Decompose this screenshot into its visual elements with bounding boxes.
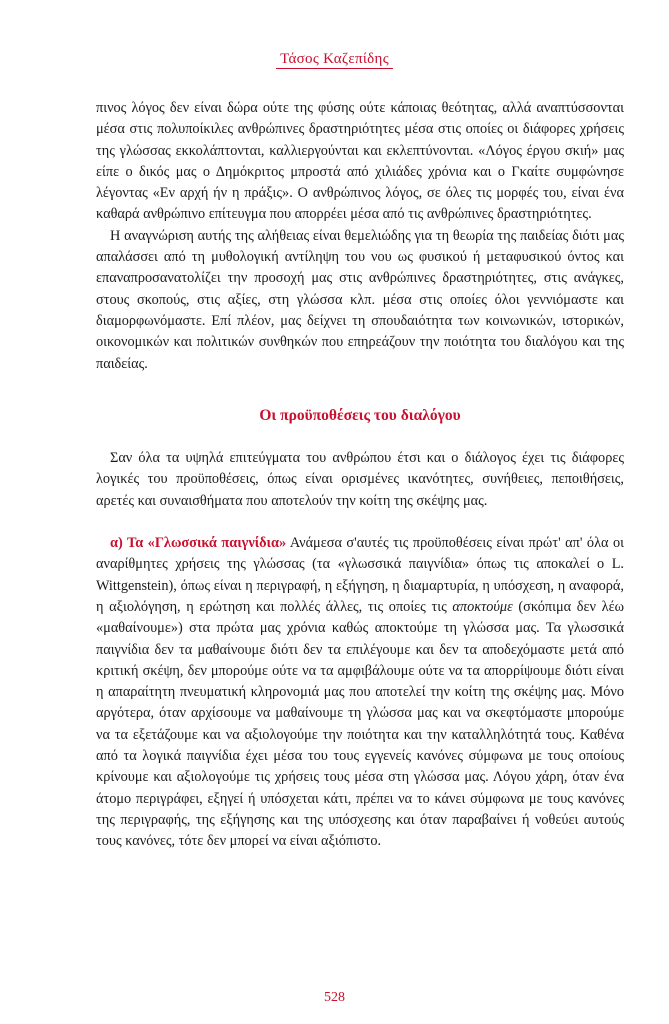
subsection-lead: α) Τα «Γλωσσικά παιγνίδια» xyxy=(110,535,287,552)
paragraph-gap xyxy=(96,512,624,533)
subsection-paragraph xyxy=(96,533,624,852)
page-body xyxy=(96,98,624,853)
subsection-text-part1: Ανάμεσα σ'αυτές τις προϋποθέσεις είναι πρώτ' απ' όλα οι αναρίθμητες χρήσεις της γλώσσας (τα «γλωσσικά παιγνίδια» όπως τις αποκαλεί ο L. Wittgenstein), όπως είναι η περιγραφή, η εξήγηση, η διαμαρτυρία, η υπόσχεση, η αναφορά, η αξιολόγηση, η ερώτηση και πολλές άλλες, τις οποίες τις xyxy=(96,535,624,615)
section-intro-paragraph: Σαν όλα τα υψηλά επιτεύγματα του ανθρώπου έτσι και ο διάλογος έχει τις διάφορες λογικές του προϋποθέσεις, όπως είναι ορισμένες ικανότητες, συνήθειες, πεποιθήσεις, αρετές και συναισθήματα που αποτελούν την κοίτη της σκέψης μας. xyxy=(96,450,624,509)
running-header xyxy=(0,50,669,68)
italic-term: αποκτούμε xyxy=(452,598,513,615)
author-name: Τάσος Καζεπίδης xyxy=(276,51,393,69)
subsection-text-part2: (σκόπιμα δεν λέω «μαθαίνουμε») στα πρώτα μας χρόνια καθώς αποκτούμε τη γλώσσα μας. Τα γλωσσικά παιγνίδια δεν τα μαθαίνουμε διότι δεν τα επιλέγουμε και δεν τα αποδεχόμαστε μετά από κριτική σκέψη, δεν μπορούμε ούτε να τα αμφιβάλουμε ούτε να τα απορρίψουμε διότι είναι η απαραίτητη πνευματική κληρονομιά μας που αποτελεί την κοίτη της σκέψης μας. Μόνο αργότερα, όταν αρχίσουμε να μαθαίνουμε τη γλώσσα μας και να σκεφτόμαστε μπορούμε να τα εξετάζουμε και να αξιολογούμε την ποιότητα και την καταλληλότητά τους. Καθένα από τα λογικά παιγνίδια έχει μέσα του τους εγγενείς κανόνες σύμφωνα με τους οποίους κρίνουμε και αξιολογούμε τις χρήσεις τους μέσα στη γλώσσα μας. Λόγου χάρη, όταν ένα άτομο περιγράφει, εξηγεί ή υπόσχεται κάτι, πρέπει να το κάνει σύμφωνα με τους κανόνες της περιγραφής, της εξήγησης και της υπόσχεσης και όταν παραβαίνει ή νοθεύει αυτούς τους κανόνες, τότε δεν μπορεί να είναι αξιόπιστο. xyxy=(96,598,624,850)
paragraph-continued: πινος λόγος δεν είναι δώρα ούτε της φύσης ούτε κάποιας θεότητας, αλλά αναπτύσσονται μέσα στις πολυποίκιλες ανθρώπινες δραστηριότητες μέσα στις οποίες οι διάφορες χρήσεις της γλώσσας εκκολάπτονται, καλλιεργούνται και εκλεπτύνονται. «Λόγος έργου σκιή» μας είπε ο δικός μας ο Δημόκριτος μπροστά από χιλιάδες χρόνια και ο Γκαίτε συμφώνησε λέγοντας «Εν αρχή ήν η πράξις». Ο ανθρώπινος λόγος, σε όλες τις μορφές του, είναι ένα καθαρά ανθρώπινο επίτευγμα που απορρέει μέσα από τις ανθρώπινες δραστηριότητες. xyxy=(96,100,624,223)
page-number: 528 xyxy=(324,990,345,1005)
paragraph-recognition: Η αναγνώριση αυτής της αλήθειας είναι θεμελιώδης για τη θεωρία της παιδείας διότι μας απαλάσσει από τη μυθολογική αντίληψη του νου ως φυσικού ή μεταφυσικού όντος και επαναπροσανατολίζει την προσοχή μας στις ανθρώπινες δραστηριότητες, στις ανάγκες, στους σκοπούς, στις αξίες, στη γλώσσα κλπ. μέσα στις οποίες όλοι γεννιόμαστε και διαμορφωνόμαστε. Επί πλέον, μας δείχνει τη σπουδαιότητα των κοινωνικών, ιστορικών, οικονομικών και πολιτικών συνθηκών που επηρεάζουν την ποιότητα του διαλόγου και της παιδείας. xyxy=(96,227,624,372)
section-heading: Οι προϋποθέσεις του διαλόγου xyxy=(259,406,461,424)
